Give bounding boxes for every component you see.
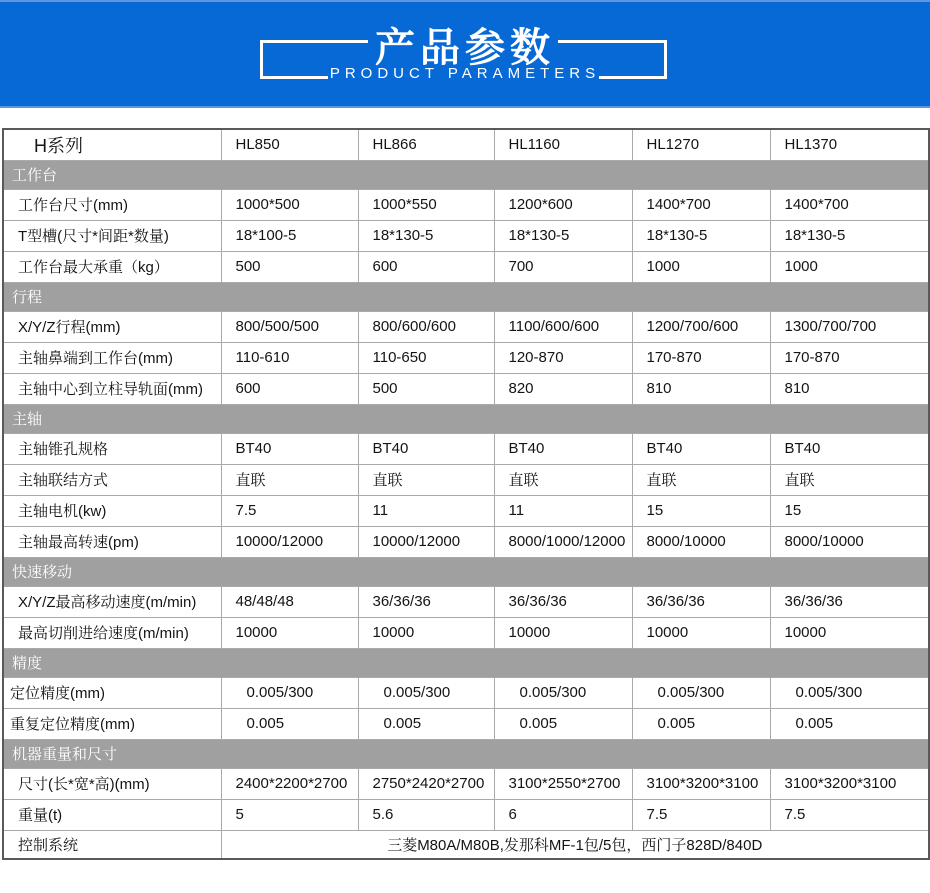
cell-value: 0.005/300 [358,677,494,708]
cell-value: 2750*2420*2700 [358,768,494,799]
cell-value: 0.005 [632,708,770,739]
cell-value: 800/600/600 [358,311,494,342]
section-header: 工作台 [3,160,929,189]
cell-value: 0.005/300 [494,677,632,708]
cell-value: 7.5 [221,495,358,526]
cell-value: 0.005/300 [770,677,929,708]
row-label: 最高切削进给速度(m/min) [3,617,221,648]
cell-value: 1100/600/600 [494,311,632,342]
section-header: 快速移动 [3,557,929,586]
cell-value: 5.6 [358,799,494,830]
cell-value: 810 [770,373,929,404]
cell-value: 810 [632,373,770,404]
row-label: 主轴联结方式 [3,464,221,495]
table-row [3,586,929,617]
cell-value: 18*130-5 [494,220,632,251]
cell-value: 6 [494,799,632,830]
table-row [3,189,929,220]
cell-value: 11 [494,495,632,526]
row-label: 定位精度(mm) [3,677,221,708]
cell-value: 1000 [770,251,929,282]
cell-value: 5 [221,799,358,830]
cell-value: 10000/12000 [221,526,358,557]
cell-value: 1400*700 [770,189,929,220]
row-label: 主轴最高转速(pm) [3,526,221,557]
row-label: 重量(t) [3,799,221,830]
cell-value: 18*130-5 [770,220,929,251]
page-title: 产品参数 [375,26,555,70]
table-row [3,495,929,526]
cell-value: 3100*2550*2700 [494,768,632,799]
cell-value: 1300/700/700 [770,311,929,342]
cell-value: 1000*500 [221,189,358,220]
cell-value: 1400*700 [632,189,770,220]
cell-value: 10000/12000 [358,526,494,557]
cell-value: 36/36/36 [632,586,770,617]
cell-value: 120-870 [494,342,632,373]
cell-value: 1000 [632,251,770,282]
cell-value: 0.005 [358,708,494,739]
cell-value: 10000 [358,617,494,648]
cell-value: 800/500/500 [221,311,358,342]
cell-value: BT40 [770,433,929,464]
cell-value: 170-870 [770,342,929,373]
row-label: 工作台最大承重（kg） [3,251,221,282]
row-label: 尺寸(长*宽*高)(mm) [3,768,221,799]
cell-value: 8000/10000 [770,526,929,557]
cell-value: BT40 [494,433,632,464]
section-row [3,648,929,677]
cell-value: 11 [358,495,494,526]
cell-value: 1000*550 [358,189,494,220]
row-label: X/Y/Z行程(mm) [3,311,221,342]
cell-value: BT40 [221,433,358,464]
table-row [3,708,929,739]
cell-value: 0.005/300 [221,677,358,708]
section-row [3,557,929,586]
table-row [3,220,929,251]
cell-value: 18*130-5 [632,220,770,251]
model-header: HL850 [221,129,358,160]
cell-value: BT40 [358,433,494,464]
cell-value: 2400*2200*2700 [221,768,358,799]
section-header: 主轴 [3,404,929,433]
cell-value: 10000 [221,617,358,648]
row-label: 控制系统 [3,830,221,859]
table-row [3,677,929,708]
row-label: 主轴中心到立柱导轨面(mm) [3,373,221,404]
model-header: HL866 [358,129,494,160]
row-label: 主轴鼻端到工作台(mm) [3,342,221,373]
row-label: 重复定位精度(mm) [3,708,221,739]
cell-value: 10000 [632,617,770,648]
table-row [3,799,929,830]
cell-value: BT40 [632,433,770,464]
section-row [3,160,929,189]
cell-value: 0.005/300 [632,677,770,708]
model-header: HL1370 [770,129,929,160]
cell-value: 36/36/36 [358,586,494,617]
cell-value: 170-870 [632,342,770,373]
spec-table [2,128,930,860]
cell-value: 1200*600 [494,189,632,220]
section-row [3,739,929,768]
row-label: 工作台尺寸(mm) [3,189,221,220]
model-header: HL1270 [632,129,770,160]
section-header: 行程 [3,282,929,311]
cell-value: 3100*3200*3100 [632,768,770,799]
cell-value: 直联 [632,464,770,495]
cell-value: 1200/700/600 [632,311,770,342]
cell-value: 18*130-5 [358,220,494,251]
cell-value: 10000 [770,617,929,648]
page-subtitle: PRODUCT PARAMETERS [329,65,601,82]
table-row [3,433,929,464]
section-header: 精度 [3,648,929,677]
table-row [3,311,929,342]
table-row [3,617,929,648]
spec-table-container [2,128,928,860]
cell-value: 直联 [221,464,358,495]
cell-value: 直联 [358,464,494,495]
section-row [3,282,929,311]
cell-value: 110-610 [221,342,358,373]
cell-value: 15 [770,495,929,526]
cell-value: 700 [494,251,632,282]
cell-value: 3100*3200*3100 [770,768,929,799]
cell-value: 7.5 [632,799,770,830]
cell-value: 600 [221,373,358,404]
model-header: HL1160 [494,129,632,160]
table-row [3,464,929,495]
row-label: 主轴锥孔规格 [3,433,221,464]
header-row [3,129,929,160]
table-row [3,768,929,799]
cell-value: 48/48/48 [221,586,358,617]
table-row [3,526,929,557]
cell-value: 820 [494,373,632,404]
cell-value: 500 [358,373,494,404]
cell-value: 110-650 [358,342,494,373]
table-row [3,342,929,373]
cell-value: 直联 [494,464,632,495]
cell-value: 15 [632,495,770,526]
control-system-row [3,830,929,859]
section-row [3,404,929,433]
cell-value: 0.005 [770,708,929,739]
banner [0,0,930,108]
row-label: X/Y/Z最高移动速度(m/min) [3,586,221,617]
control-system-value: 三菱M80A/M80B,发那科MF-1包/5包，西门子828D/840D [221,830,929,859]
cell-value: 0.005 [494,708,632,739]
cell-value: 7.5 [770,799,929,830]
cell-value: 直联 [770,464,929,495]
cell-value: 8000/10000 [632,526,770,557]
cell-value: 0.005 [221,708,358,739]
table-row [3,373,929,404]
cell-value: 18*100-5 [221,220,358,251]
row-label: 主轴电机(kw) [3,495,221,526]
cell-value: 600 [358,251,494,282]
cell-value: 36/36/36 [770,586,929,617]
table-row [3,251,929,282]
cell-value: 10000 [494,617,632,648]
section-header: 机器重量和尺寸 [3,739,929,768]
series-header: H系列 [3,129,221,160]
row-label: T型槽(尺寸*间距*数量) [3,220,221,251]
cell-value: 8000/1000/12000 [494,526,632,557]
cell-value: 500 [221,251,358,282]
cell-value: 36/36/36 [494,586,632,617]
